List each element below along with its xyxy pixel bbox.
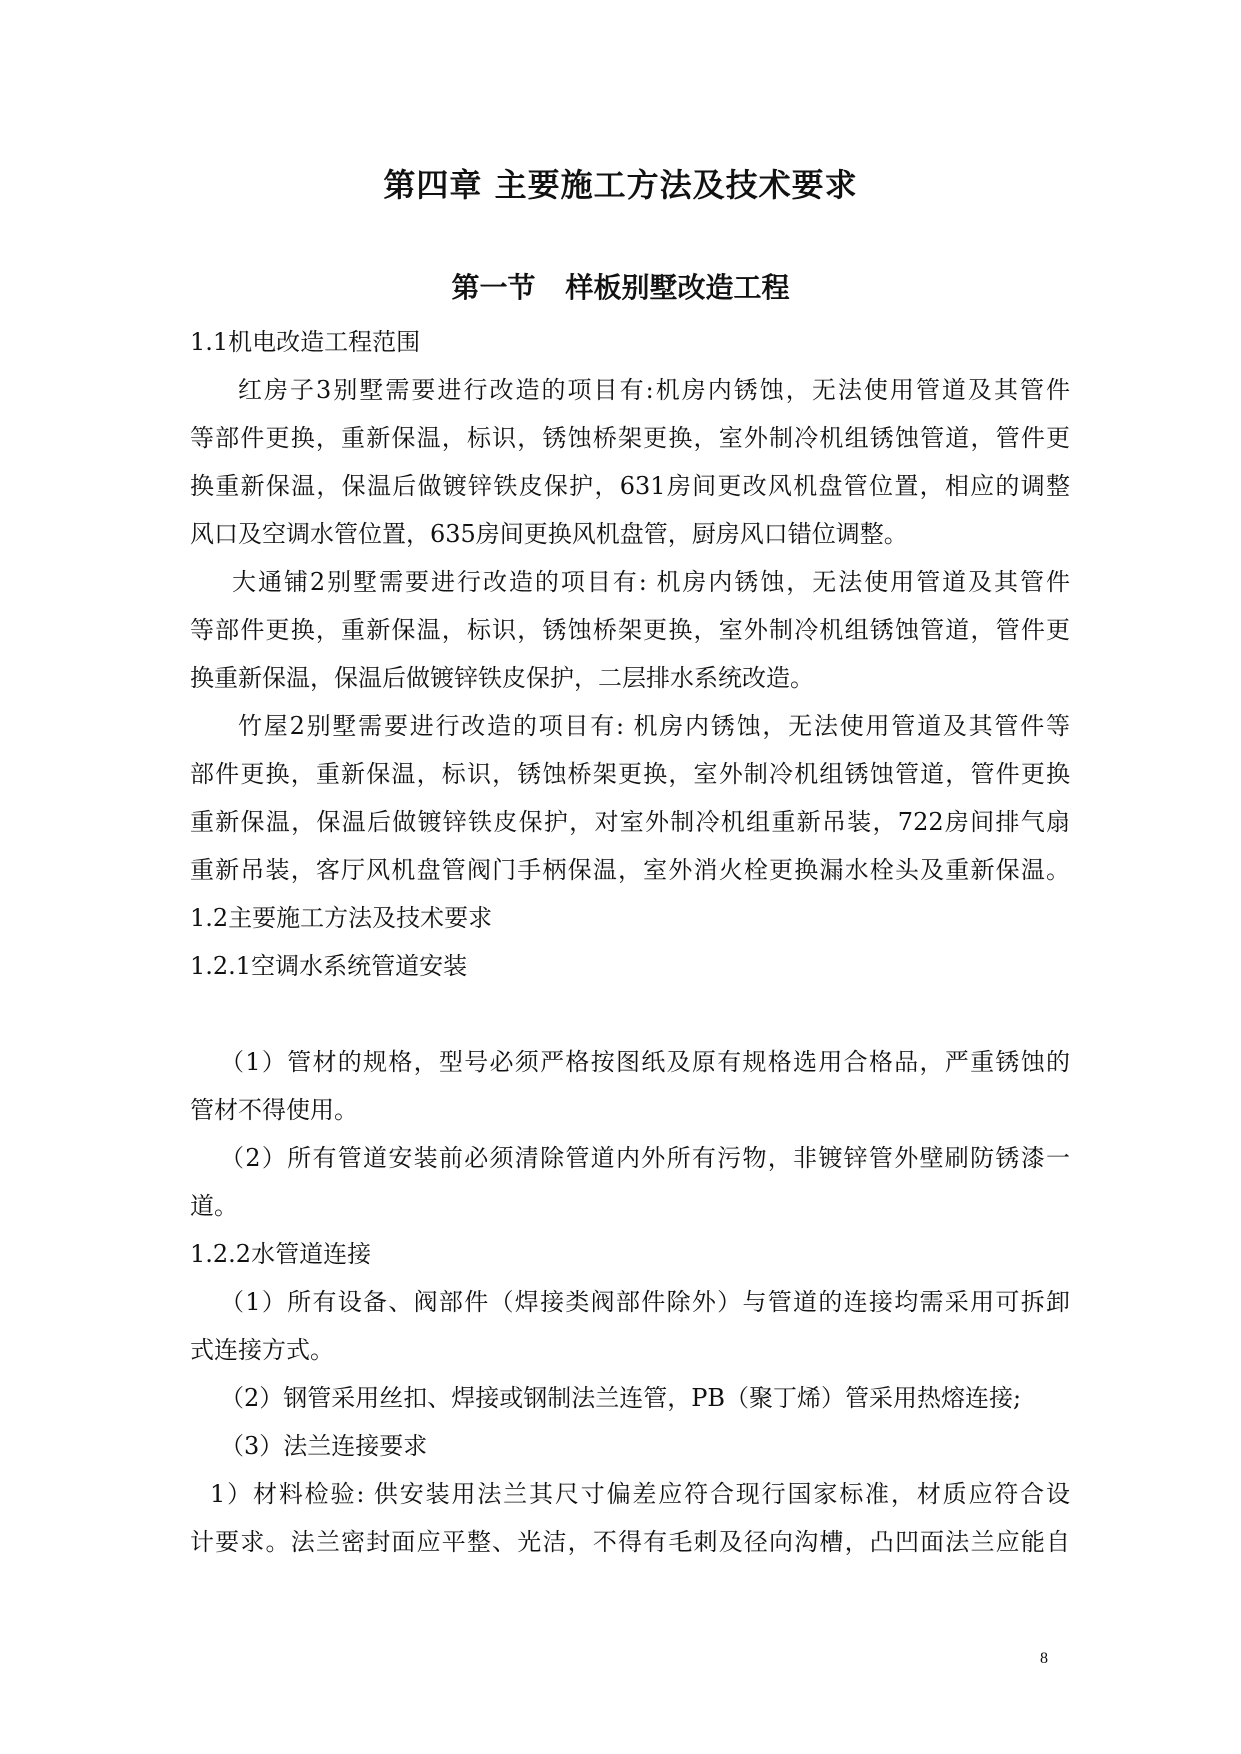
chapter-title: 第四章 主要施工方法及技术要求 [383,166,858,204]
text-line: 1.2主要施工方法及技术要求 [190,904,493,932]
text-line: 等部件更换，重新保温，标识，锈蚀桥架更换，室外制冷机组锈蚀管道，管件更 [190,616,1070,644]
text-line: 等部件更换，重新保温，标识，锈蚀桥架更换，室外制冷机组锈蚀管道，管件更 [190,424,1070,452]
text-line: 换重新保温，保温后做镀锌铁皮保护，631房间更改风机盘管位置，相应的调整 [190,472,1070,500]
text-line: 1）材料检验: 供安装用法兰其尺寸偏差应符合现行国家标准，材质应符合设 [210,1480,1070,1508]
page-number: 8 [1040,1650,1048,1667]
text-line: 风口及空调水管位置，635房间更换风机盘管，厨房风口错位调整。 [190,520,908,548]
text-line: 管材不得使用。 [190,1096,358,1124]
text-line: 道。 [190,1192,238,1220]
text-line: 1.2.1空调水系统管道安装 [190,952,468,980]
text-line: 重新吊装，客厅风机盘管阀门手柄保温，室外消火栓更换漏水栓头及重新保温。 [190,856,1070,884]
text-line: （1）管材的规格，型号必须严格按图纸及原有规格选用合格品，严重锈蚀的 [220,1048,1070,1076]
blank-line [190,990,1070,1038]
section-name: 样板别墅改造工程 [565,271,790,304]
text-line: 红房子3别墅需要进行改造的项目有:机房内锈蚀，无法使用管道及其管件 [238,376,1070,404]
text-line: （2）所有管道安装前必须清除管道内外所有污物，非镀锌管外壁刷防锈漆一 [220,1144,1070,1172]
text-line: （2）钢管采用丝扣、焊接或钢制法兰连管，PB（聚丁烯）管采用热熔连接; [220,1384,1022,1412]
text-line: 大通铺2别墅需要进行改造的项目有: 机房内锈蚀，无法使用管道及其管件 [232,568,1070,596]
text-line: 1.2.2水管道连接 [190,1240,372,1268]
section-label: 第一节 [451,271,536,304]
text-line: （1）所有设备、阀部件（焊接类阀部件除外）与管道的连接均需采用可拆卸 [220,1288,1070,1316]
text-line: （3）法兰连接要求 [220,1432,428,1460]
text-line: 计要求。法兰密封面应平整、光洁，不得有毛刺及径向沟槽，凸凹面法兰应能自 [190,1528,1070,1556]
text-line: 1.1机电改造工程范围 [190,328,421,356]
text-line: 部件更换，重新保温，标识，锈蚀桥架更换，室外制冷机组锈蚀管道，管件更换 [190,760,1070,788]
body-text [190,318,1070,1566]
text-line: 式连接方式。 [190,1336,334,1364]
section-title [0,266,1241,306]
text-line: 重新保温，保温后做镀锌铁皮保护，对室外制冷机组重新吊装，722房间排气扇 [190,808,1070,836]
text-line: 换重新保温，保温后做镀锌铁皮保护，二层排水系统改造。 [190,664,814,692]
text-line: 竹屋2别墅需要进行改造的项目有: 机房内锈蚀，无法使用管道及其管件等 [238,712,1070,740]
